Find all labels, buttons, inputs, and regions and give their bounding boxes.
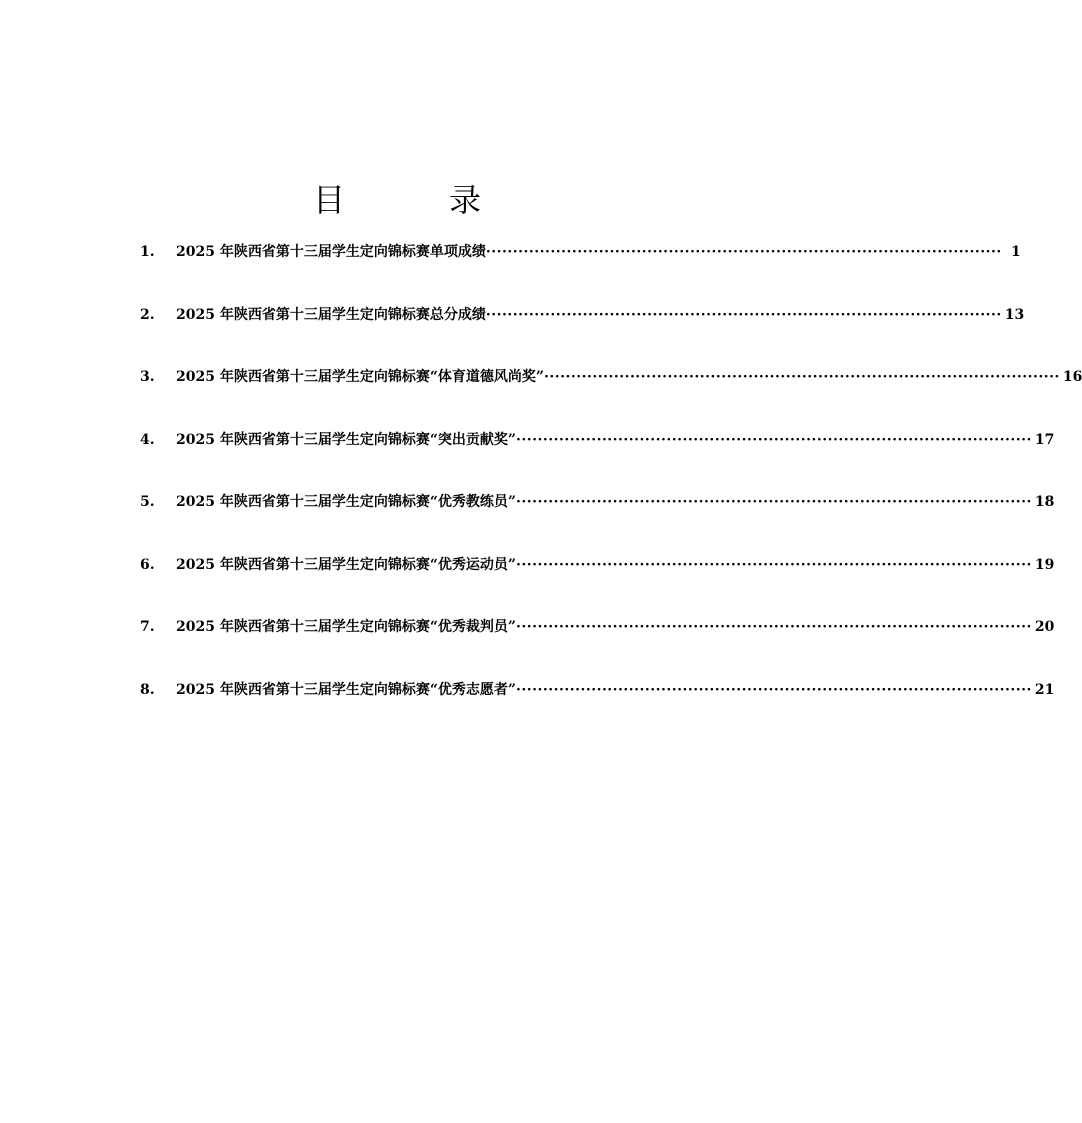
toc-entry-1[interactable]: [140, 240, 1021, 303]
page-title: 目 录: [312, 181, 517, 219]
toc-entry-number: 1.: [140, 244, 155, 260]
toc-entry-page: 19: [1034, 556, 1055, 573]
toc-entry-page: 13: [1004, 306, 1025, 323]
toc-entry-4[interactable]: [140, 428, 1055, 491]
toc-dot-leader: [486, 303, 1005, 327]
toc-entry-title: 2025 年陕西省第十三届学生定向锦标赛“优秀运动员”: [176, 556, 516, 573]
toc-entry-3[interactable]: [140, 365, 1082, 428]
toc-entry-page: 21: [1034, 681, 1055, 698]
toc-entry-title: 2025 年陕西省第十三届学生定向锦标赛“优秀裁判员”: [176, 619, 516, 635]
toc-entry-number: 3.: [140, 369, 155, 385]
toc-entry-number: 2.: [140, 306, 155, 323]
toc-entry-2[interactable]: [140, 303, 1025, 366]
toc-entry-number: 7.: [140, 619, 155, 635]
toc-dot-leader: [516, 428, 1035, 452]
toc-entry-title: 2025 年陕西省第十三届学生定向锦标赛单项成绩: [176, 244, 486, 260]
toc-entry-page: 1: [1011, 244, 1021, 260]
toc-entry-8[interactable]: [140, 678, 1055, 741]
toc-entry-title: 2025 年陕西省第十三届学生定向锦标赛“优秀教练员”: [176, 494, 516, 510]
toc-entry-title: 2025 年陕西省第十三届学生定向锦标赛“突出贡献奖”: [176, 431, 516, 448]
toc-dot-leader: [516, 490, 1035, 514]
toc-entry-title: 2025 年陕西省第十三届学生定向锦标赛总分成绩: [176, 306, 486, 323]
toc-entry-6[interactable]: [140, 553, 1055, 616]
toc-entry-number: 5.: [140, 494, 155, 510]
toc-dot-leader: [516, 678, 1035, 702]
toc-dot-leader: [516, 615, 1035, 639]
toc-entry-title: 2025 年陕西省第十三届学生定向锦标赛“体育道德风尚奖”: [176, 369, 544, 385]
toc-entry-page: 16: [1062, 369, 1082, 385]
toc-entry-7[interactable]: [140, 615, 1055, 678]
toc-entry-number: 6.: [140, 556, 155, 573]
toc-entry-page: 17: [1034, 431, 1055, 448]
toc-entry-number: 4.: [140, 431, 155, 448]
table-of-contents: [140, 240, 1082, 740]
toc-entry-title: 2025 年陕西省第十三届学生定向锦标赛“优秀志愿者”: [176, 681, 516, 698]
toc-entry-number: 8.: [140, 681, 155, 698]
toc-entry-5[interactable]: [140, 490, 1055, 553]
toc-dot-leader: [516, 553, 1035, 577]
toc-dot-leader: [486, 240, 1005, 264]
toc-entry-page: 20: [1034, 619, 1055, 635]
toc-entry-page: 18: [1034, 494, 1055, 510]
toc-dot-leader: [544, 365, 1063, 389]
